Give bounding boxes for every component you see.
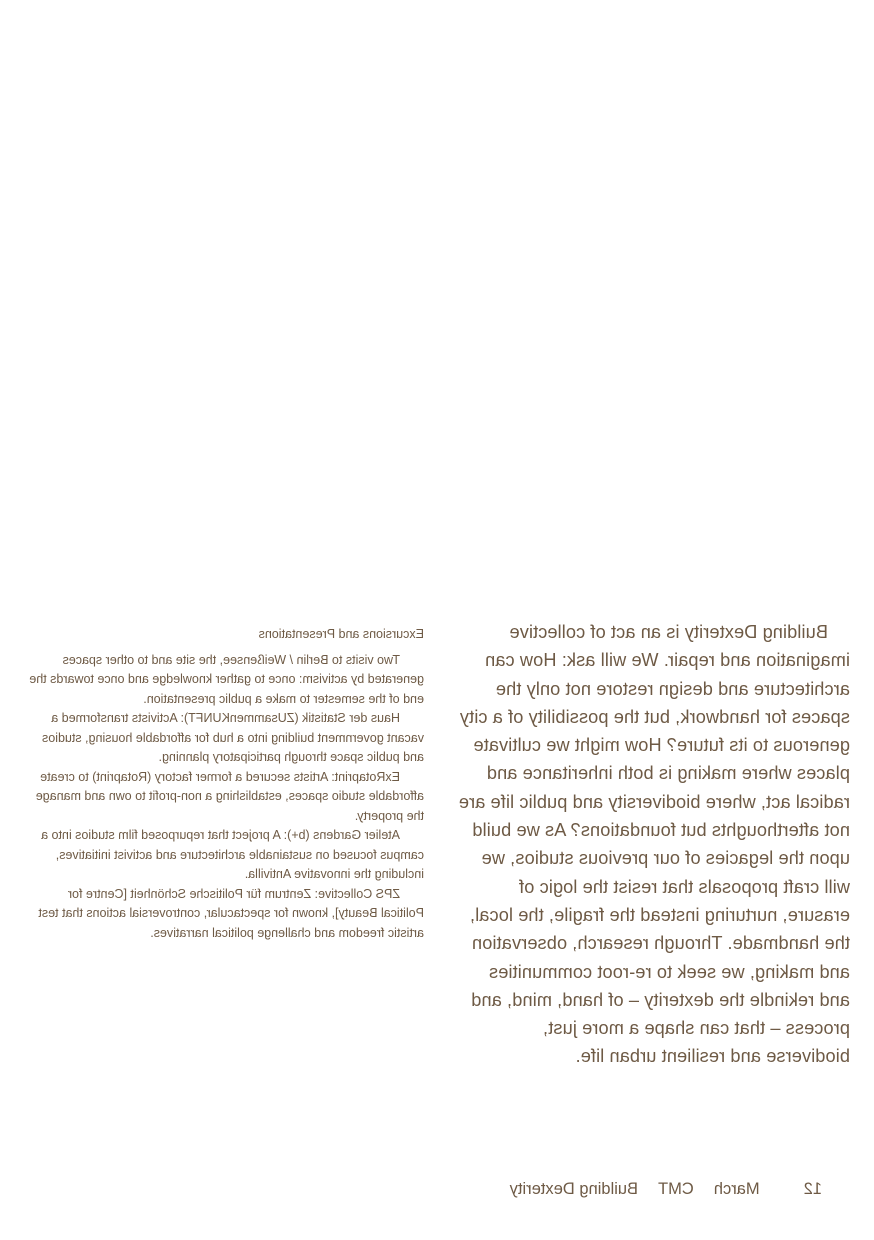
excursions-column	[24, 625, 424, 943]
excursion-paragraph-exrotaprint: ExRotaprint: Artists secured a former factory (Rotaprint) to create affordable studio spaces, establishing a non-profit to own and manage the property.	[35, 769, 424, 823]
page-footer	[510, 1178, 822, 1200]
footer-title: Building Dexterity	[509, 1180, 639, 1198]
page-number: 12	[803, 1180, 822, 1198]
main-text-column	[458, 618, 850, 1071]
excursions-heading: Excursions and Presentations	[258, 627, 424, 641]
excursion-paragraph-haus-der-statistik: Haus der Statistik (ZUsammenKUNFT): Activists transformed a vacant government building into a hub for affordable housing, studios and public space through participatory planning.	[42, 711, 424, 764]
excursion-paragraph-zps: ZPS Collective: Zentrum für Politische Schönheit [Centre for Political Beauty], known for spectacular, controversial actions that test artistic freedom and challenge political narratives.	[38, 886, 424, 940]
footer-month: March	[713, 1180, 760, 1198]
footer-org: CMT	[658, 1180, 694, 1198]
intro-paragraph: Building Dexterity is an act of collective imagination and repair. We will ask: How can architecture and design restore not only the spaces for handwork, but the possibility of a city generous to its future? How might we cultivate places where making is both inheritance and radical act, where biodiversity and public life are not afterthoughts but foundations? As we build upon the legacies of our previous studios, we will craft proposals that resist the logic of erasure, nurturing instead the fragile, the local, the handmade. Through research, observation and making, we seek to re-root communities and rekindle the dexterity – of hand, mind, and process – that can shape a more just, biodiverse and resilient urban life.	[458, 622, 850, 1067]
excursion-paragraph-visits: Two visits to Berlin / Weißensee, the site and to other spaces generated by activism: once to gather knowledge and once towards the end of the semester to make a public presentation.	[29, 652, 424, 706]
excursion-paragraph-atelier-gardens: Atelier Gardens (b+): A project that repurposed film studios into a campus focused on sustainable architecture and activist initiatives, including the innovative Antivilla.	[41, 828, 424, 881]
